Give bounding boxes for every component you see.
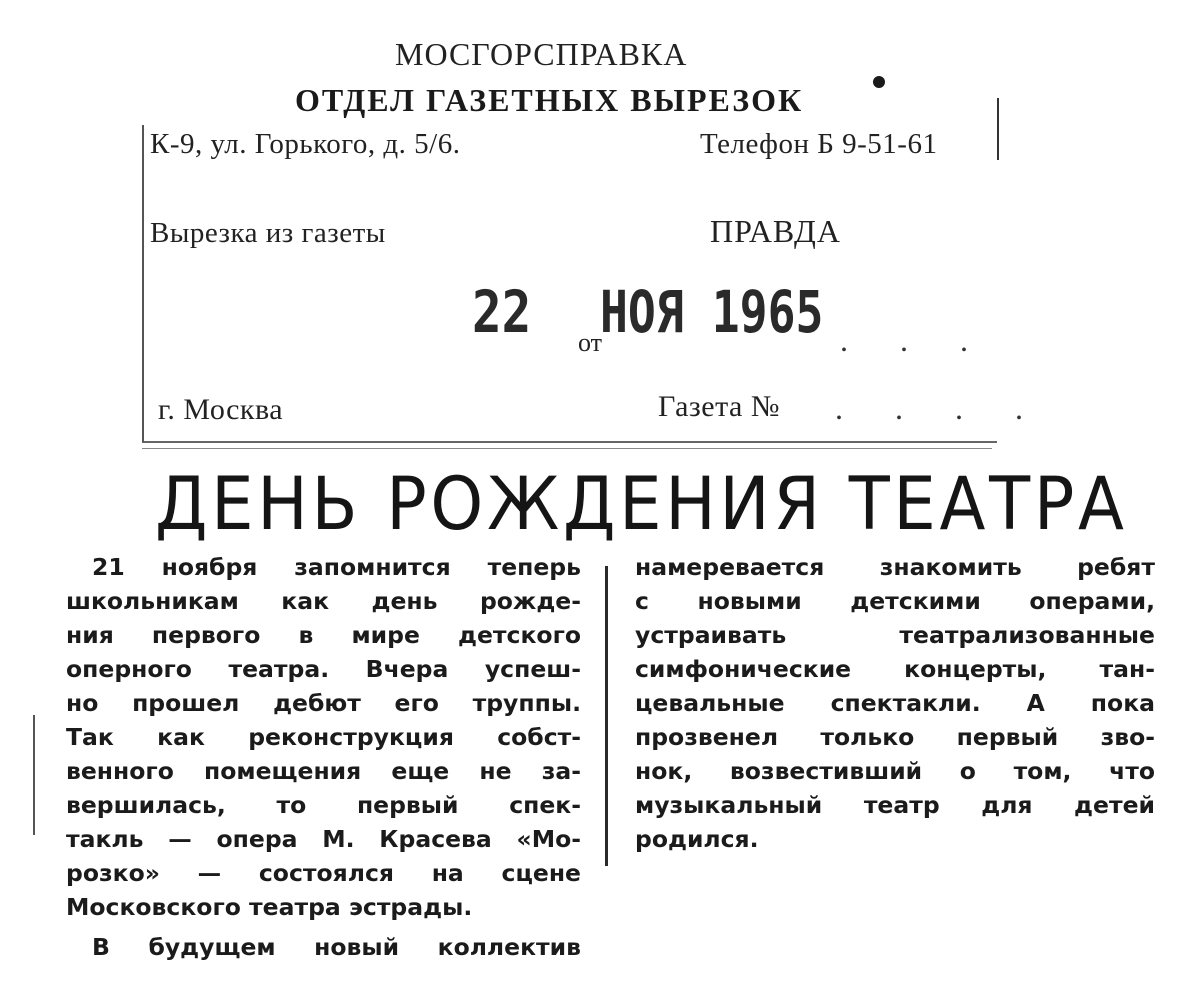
text-line: намеревается знакомить ребят <box>635 553 1155 581</box>
date-fill-dots: . . . <box>840 322 990 358</box>
text-line: ния первого в мире детского <box>66 621 581 649</box>
text-line: цевальные спектакли. А пока <box>635 689 1155 717</box>
article-left-column <box>66 550 581 964</box>
text-line: нок, возвестивший о том, что <box>635 757 1155 785</box>
box-right-rule <box>997 98 999 160</box>
text-line: школьникам как день рожде- <box>66 587 581 615</box>
text-line: симфонические концерты, тан- <box>635 655 1155 683</box>
text-line: прозвенел только первый зво- <box>635 723 1155 751</box>
clipping-label: Вырезка из газеты <box>150 217 386 249</box>
agency-address: К-9, ул. Горького, д. 5/6. <box>150 128 461 160</box>
text-line: вершилась, то первый спек- <box>66 791 581 819</box>
date-prefix: от <box>578 328 603 357</box>
issue-number-label: Газета № <box>658 390 780 423</box>
date-stamp-day: 22 <box>472 278 532 346</box>
agency-phone: Телефон Б 9-51-61 <box>700 128 938 160</box>
department-name: ОТДЕЛ ГАЗЕТНЫХ ВЫРЕЗОК <box>295 82 804 118</box>
text-line: В будущем новый коллектив <box>92 933 581 961</box>
newspaper-name: ПРАВДА <box>710 213 841 249</box>
text-line: но прошел дебют его труппы. <box>66 689 581 717</box>
city-label: г. Москва <box>158 393 284 426</box>
ink-dot-mark <box>873 76 885 88</box>
text-line: музыкальный театр для детей <box>635 791 1155 819</box>
text-line: такль — опера М. Красева «Мо- <box>66 825 581 853</box>
article-headline: ДЕНЬ РОЖДЕНИЯ ТЕАТРА <box>155 462 1128 547</box>
agency-name: МОСГОРСПРАВКА <box>395 36 688 72</box>
text-line: устраивать театрализованные <box>635 621 1155 649</box>
date-stamp-month-year: НОЯ 1965 <box>600 278 824 346</box>
text-line: венного помещения еще не за- <box>66 757 581 785</box>
text-line: с новыми детскими операми, <box>635 587 1155 615</box>
text-line: оперного театра. Вчера успеш- <box>66 655 581 683</box>
text-line: родился. <box>635 825 759 853</box>
text-line: розко» — состоялся на сцене <box>66 859 581 887</box>
margin-pencil-mark <box>33 715 35 835</box>
column-divider <box>605 566 608 866</box>
box-bottom-rule <box>142 448 992 449</box>
text-line: 21 ноября запомнится теперь <box>92 553 581 581</box>
text-line: Так как реконструкция собст- <box>66 723 581 751</box>
text-line: Московского театра эстрады. <box>66 893 473 921</box>
article-right-column <box>635 550 1155 856</box>
issue-fill-dots: . . . . <box>835 390 1045 426</box>
